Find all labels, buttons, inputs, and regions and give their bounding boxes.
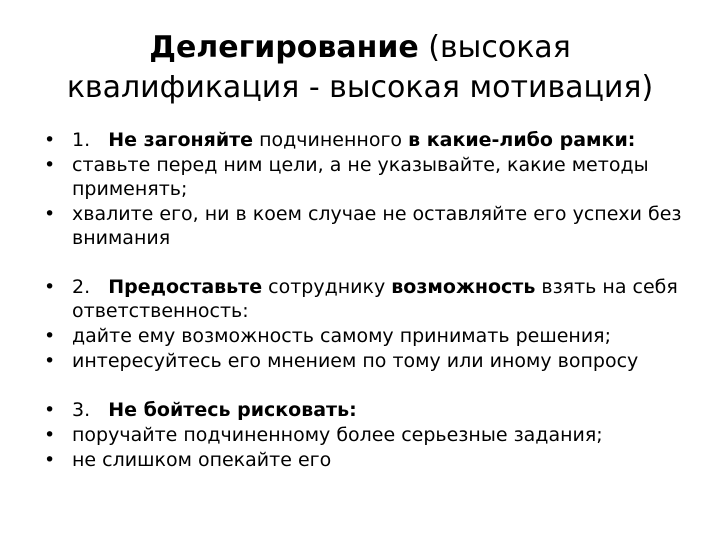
item-bold-text: Не загоняйте bbox=[108, 129, 254, 151]
bullet-icon: • bbox=[44, 203, 56, 225]
bullet-icon: • bbox=[44, 350, 56, 372]
slide-title bbox=[20, 28, 700, 108]
bullet-icon: • bbox=[44, 276, 56, 298]
item-bold-text: Предоставьте bbox=[108, 276, 263, 298]
item-text: не слишком опекайте его bbox=[72, 449, 332, 471]
list-item-1-header bbox=[40, 128, 690, 152]
title-line2: квалификация - высокая мотивация) bbox=[66, 70, 654, 105]
item-bold-text: возможность bbox=[391, 276, 536, 298]
item-text: хвалите его, ни в коем случае не оставляйте его успехи без внимания bbox=[72, 203, 682, 249]
title-rest: (высокая bbox=[418, 30, 571, 65]
list-item bbox=[40, 153, 690, 201]
list-item bbox=[40, 349, 690, 373]
item-text: сотруднику bbox=[262, 276, 392, 298]
item-number: 1. bbox=[72, 129, 91, 151]
title-bold: Делегирование bbox=[149, 30, 419, 65]
item-text: поручайте подчиненному более серьезные задания; bbox=[72, 424, 603, 446]
list-item bbox=[40, 202, 690, 250]
list-item bbox=[40, 448, 690, 472]
item-text: интересуйтесь его мнением по тому или иному вопросу bbox=[72, 350, 639, 372]
list-item bbox=[40, 423, 690, 447]
item-bold-text: в какие-либо рамки: bbox=[408, 129, 636, 151]
item-text: дайте ему возможность самому принимать решения; bbox=[72, 325, 612, 347]
item-text: подчиненного bbox=[253, 129, 409, 151]
bullet-icon: • bbox=[44, 129, 56, 151]
bullet-icon: • bbox=[44, 154, 56, 176]
bullet-icon: • bbox=[44, 399, 56, 421]
list-item bbox=[40, 324, 690, 348]
item-number: 3. bbox=[72, 399, 91, 421]
bullet-icon: • bbox=[44, 449, 56, 471]
item-bold-text: Не бойтесь рисковать: bbox=[108, 399, 357, 421]
bullet-list bbox=[40, 128, 690, 473]
item-text: ставьте перед ним цели, а не указывайте, какие методы применять; bbox=[72, 154, 649, 200]
bullet-icon: • bbox=[44, 325, 56, 347]
list-item-3-header bbox=[40, 398, 690, 422]
item-number: 2. bbox=[72, 276, 91, 298]
item-text: взять на себя ответственность: bbox=[72, 276, 678, 322]
list-item-2-header bbox=[40, 275, 690, 323]
bullet-icon: • bbox=[44, 424, 56, 446]
